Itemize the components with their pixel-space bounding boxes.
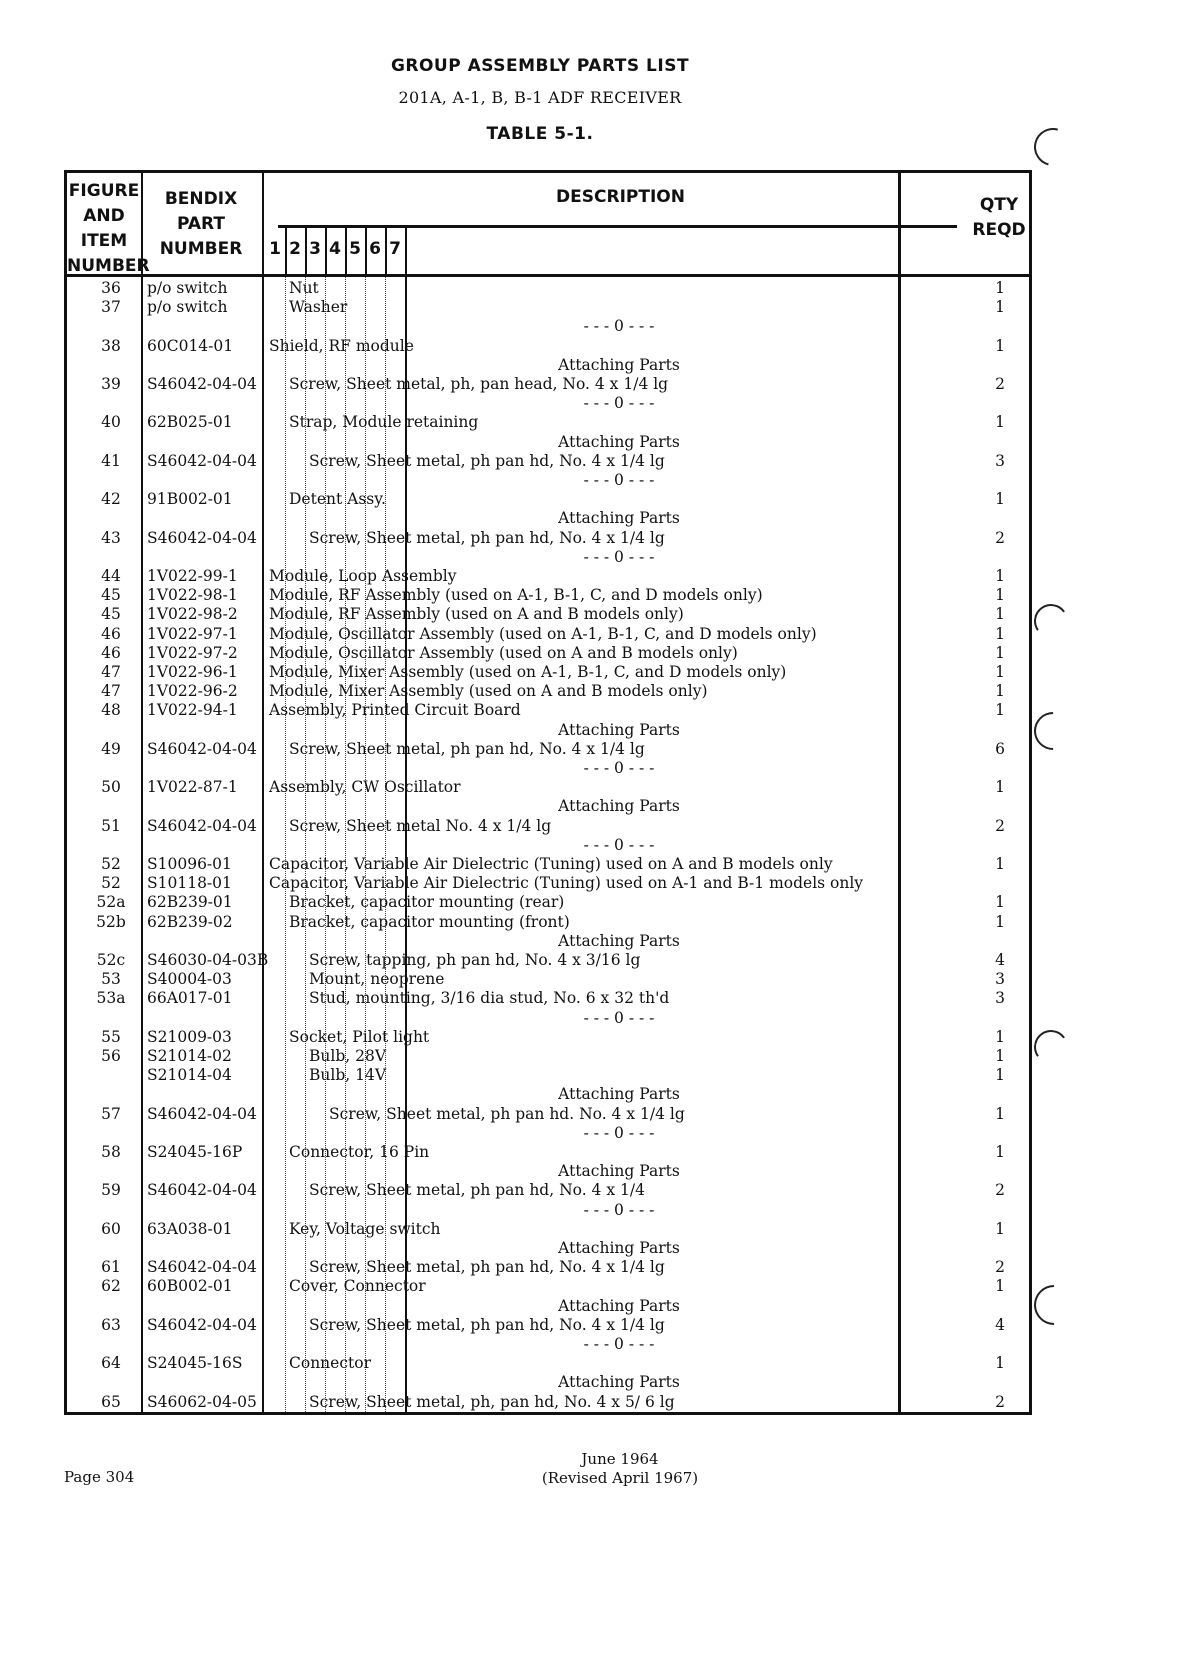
description: Socket, Pilot light [289, 1027, 430, 1046]
part-number: 60C014-01 [147, 336, 234, 355]
part-number: p/o switch [147, 279, 228, 297]
description: Screw, Sheet metal, ph pan hd, No. 4 x 1/4 [309, 1181, 645, 1200]
quantity: 6 [995, 739, 1005, 758]
description: Screw, Sheet metal, ph pan hd, No. 4 x 1/4 lg [309, 1258, 665, 1277]
part-number: p/o switch [147, 298, 228, 317]
quantity: 1 [995, 413, 1005, 432]
table-row [67, 1354, 1029, 1373]
table-row [67, 644, 1029, 663]
attaching-parts-label: Attaching Parts [558, 931, 680, 950]
attaching-parts-row [67, 356, 1029, 375]
separator-text: - - - 0 - - - [583, 1335, 655, 1353]
quantity: 1 [995, 1277, 1005, 1296]
part-number: S10118-01 [147, 874, 232, 893]
item-number: 47 [101, 682, 121, 701]
attaching-parts-row [67, 1239, 1029, 1258]
indent-level-separator [405, 228, 407, 274]
indent-level-4: 4 [329, 239, 341, 259]
table-row [67, 1316, 1029, 1335]
part-number: S46030-04-03B [147, 951, 269, 969]
item-number: 46 [101, 624, 121, 643]
item-number: 40 [101, 413, 121, 432]
quantity: 2 [995, 1181, 1005, 1200]
item-number: 39 [101, 375, 121, 393]
separator-text: - - - 0 - - - [583, 1200, 655, 1219]
part-number: S46062-04-05 [147, 1392, 257, 1411]
attaching-parts-label: Attaching Parts [558, 355, 680, 374]
description: Nut [289, 279, 319, 297]
separator-text: - - - 0 - - - [583, 394, 655, 413]
description: Module, Loop Assembly [269, 567, 457, 585]
part-number: 1V022-96-1 [147, 663, 238, 681]
item-number: 36 [101, 279, 121, 297]
header-qty-reqd: QTY REQD [972, 195, 1026, 240]
part-number: S46042-04-04 [147, 375, 257, 393]
attaching-parts-row [67, 509, 1029, 528]
item-number: 46 [101, 643, 121, 662]
indent-level-2: 2 [289, 239, 301, 259]
description: Module, Oscillator Assembly (used on A and B models only) [269, 643, 738, 662]
item-number: 52 [101, 874, 121, 893]
quantity: 2 [995, 816, 1005, 835]
quantity: 4 [995, 1315, 1005, 1334]
part-number: S21014-04 [147, 1066, 232, 1085]
attaching-parts-row [67, 1085, 1029, 1104]
quantity: 1 [995, 279, 1005, 297]
item-number: 52c [96, 951, 126, 969]
table-row [67, 740, 1029, 759]
revision-date [440, 1450, 800, 1488]
description: Screw, Sheet metal, ph pan hd. No. 4 x 1/4 lg [329, 1104, 685, 1123]
table-row [67, 1393, 1029, 1412]
part-number: S46042-04-04 [147, 451, 257, 470]
quantity: 1 [995, 701, 1005, 720]
table-label: TABLE 5-1. [486, 124, 594, 144]
table-row [67, 817, 1029, 836]
description: Module, Mixer Assembly (used on A-1, B-1, C, and D models only) [269, 663, 787, 681]
description: Shield, RF module [269, 336, 414, 355]
quantity: 2 [995, 1258, 1005, 1277]
issue-date: June 1964 [581, 1450, 659, 1468]
binder-hole-mark [1031, 1027, 1070, 1066]
separator-row [67, 394, 1029, 413]
part-number: 1V022-98-2 [147, 605, 238, 624]
description: Washer [289, 298, 348, 317]
quantity: 1 [995, 605, 1005, 624]
table-row [67, 1143, 1029, 1162]
document-subtitle: 201A, A-1, B, B-1 ADF RECEIVER [398, 88, 682, 107]
description: Capacitor, Variable Air Dielectric (Tuning) used on A and B models only [269, 855, 833, 873]
quantity: 1 [995, 663, 1005, 681]
description: Bulb, 28V [309, 1047, 387, 1065]
quantity: 1 [995, 1104, 1005, 1123]
description: Capacitor, Variable Air Dielectric (Tuning) used on A-1 and B-1 models only [269, 874, 864, 893]
quantity: 1 [995, 336, 1005, 355]
description: Connector [289, 1354, 371, 1373]
attaching-parts-label: Attaching Parts [558, 509, 680, 528]
part-number: S24045-16P [147, 1143, 243, 1161]
item-number: 53 [101, 970, 121, 989]
part-number: S46042-04-04 [147, 1104, 257, 1123]
part-number: 62B025-01 [147, 413, 233, 432]
part-number: 60B002-01 [147, 1277, 233, 1296]
separator-text: - - - 0 - - - [583, 547, 655, 566]
description: Bracket, capacitor mounting (rear) [289, 893, 565, 912]
separator-row [67, 317, 1029, 336]
table-row [67, 413, 1029, 432]
attaching-parts-row [67, 1373, 1029, 1392]
separator-text: - - - 0 - - - [583, 471, 655, 489]
separator-text: - - - 0 - - - [583, 1123, 655, 1142]
table-row [67, 682, 1029, 701]
item-number: 60 [101, 1219, 121, 1238]
table-row [67, 913, 1029, 932]
part-number: 1V022-96-2 [147, 682, 238, 701]
table-row [67, 490, 1029, 509]
indent-level-5: 5 [349, 239, 361, 259]
item-number: 62 [101, 1277, 121, 1296]
description: Mount, neoprene [309, 970, 445, 989]
item-number: 45 [101, 586, 121, 605]
quantity: 1 [995, 298, 1005, 317]
description: Screw, Sheet metal, ph pan hd, No. 4 x 1/4 lg [309, 451, 665, 470]
description: Screw, Sheet metal, ph pan hd, No. 4 x 1/4 lg [309, 1315, 665, 1334]
item-number: 59 [101, 1181, 121, 1200]
quantity: 2 [995, 375, 1005, 393]
table-row [67, 778, 1029, 797]
separator-row [67, 1124, 1029, 1143]
item-number: 57 [101, 1104, 121, 1123]
attaching-parts-label: Attaching Parts [558, 1239, 680, 1257]
description: Module, RF Assembly (used on A and B models only) [269, 605, 684, 624]
table-row [67, 1105, 1029, 1124]
item-number: 65 [101, 1392, 121, 1411]
quantity: 1 [995, 567, 1005, 585]
quantity: 1 [995, 912, 1005, 931]
quantity: 1 [995, 1066, 1005, 1085]
quantity: 1 [995, 893, 1005, 912]
part-number: S46042-04-04 [147, 1315, 257, 1334]
indent-level-3: 3 [309, 239, 321, 259]
table-row [67, 605, 1029, 624]
description-divider [278, 225, 957, 228]
part-number: 62B239-02 [147, 912, 233, 931]
part-number: S24045-16S [147, 1354, 243, 1373]
description: Stud, mounting, 3/16 dia stud, No. 6 x 32 th'd [309, 989, 670, 1008]
quantity: 1 [995, 1143, 1005, 1161]
item-number: 43 [101, 528, 121, 547]
binder-hole-mark [1031, 601, 1070, 640]
page-number: Page 304 [64, 1468, 135, 1486]
header-figure-item-number: FIGURE AND ITEM NUMBER [67, 181, 150, 276]
binder-hole-mark [1026, 1277, 1083, 1334]
separator-text: - - - 0 - - - [583, 835, 655, 854]
table-row [67, 625, 1029, 644]
table-row [67, 1277, 1029, 1296]
part-number: S40004-03 [147, 970, 232, 989]
item-number: 41 [101, 451, 121, 470]
item-number: 44 [101, 567, 121, 585]
document-title: GROUP ASSEMBLY PARTS LIST [390, 56, 690, 76]
table-row [67, 586, 1029, 605]
part-number: 66A017-01 [147, 989, 233, 1008]
part-number: 1V022-94-1 [147, 701, 238, 720]
item-number: 38 [101, 336, 121, 355]
separator-row [67, 548, 1029, 567]
description: Screw, tapping, ph pan hd, No. 4 x 3/16 lg [309, 951, 641, 969]
item-number: 50 [101, 778, 121, 797]
table-row [67, 663, 1029, 682]
separator-row [67, 471, 1029, 490]
part-number: 1V022-99-1 [147, 567, 238, 585]
item-number: 63 [101, 1315, 121, 1334]
item-number: 47 [101, 663, 121, 681]
quantity: 3 [995, 970, 1005, 989]
description: Assembly, Printed Circuit Board [269, 701, 521, 720]
table-row [67, 855, 1029, 874]
item-number: 55 [101, 1027, 121, 1046]
part-number: S46042-04-04 [147, 739, 257, 758]
parts-table [64, 170, 1032, 1415]
item-number: 56 [101, 1047, 121, 1065]
quantity: 3 [995, 451, 1005, 470]
description: Key, Voltage switch [289, 1219, 441, 1238]
part-number: S21014-02 [147, 1047, 232, 1065]
table-row [67, 893, 1029, 912]
separator-text: - - - 0 - - - [583, 1008, 655, 1027]
part-number: 1V022-87-1 [147, 778, 238, 797]
description: Detent Assy. [289, 490, 386, 509]
quantity: 1 [995, 1027, 1005, 1046]
quantity: 1 [995, 643, 1005, 662]
quantity: 1 [995, 1219, 1005, 1238]
attaching-parts-row [67, 932, 1029, 951]
item-number: 53a [96, 989, 126, 1008]
description: Connector, 16 Pin [289, 1143, 430, 1161]
part-number: S21009-03 [147, 1027, 232, 1046]
separator-row [67, 836, 1029, 855]
table-row [67, 701, 1029, 720]
attaching-parts-label: Attaching Parts [558, 1162, 680, 1181]
description: Screw, Sheet metal, ph, pan head, No. 4 x 1/4 lg [289, 375, 669, 393]
quantity: 1 [995, 682, 1005, 701]
table-row [67, 298, 1029, 317]
description: Module, Mixer Assembly (used on A and B models only) [269, 682, 708, 701]
table-row [67, 951, 1029, 970]
table-row [67, 1181, 1029, 1200]
part-number: 1V022-97-2 [147, 643, 238, 662]
indent-level-1: 1 [269, 239, 281, 259]
table-row [67, 970, 1029, 989]
part-number: 1V022-97-1 [147, 624, 238, 643]
item-number: 52 [101, 855, 121, 873]
item-number: 64 [101, 1354, 121, 1373]
part-number: 62B239-01 [147, 893, 233, 912]
item-number: 42 [101, 490, 121, 509]
quantity: 1 [995, 855, 1005, 873]
item-number: 49 [101, 739, 121, 758]
description: Screw, Sheet metal, ph pan hd, No. 4 x 1/4 lg [309, 528, 665, 547]
indent-level-7: 7 [389, 239, 401, 259]
description: Strap, Module retaining [289, 413, 479, 432]
attaching-parts-row [67, 721, 1029, 740]
quantity: 1 [995, 1354, 1005, 1373]
item-number: 58 [101, 1143, 121, 1161]
attaching-parts-label: Attaching Parts [558, 797, 680, 816]
quantity: 1 [995, 778, 1005, 797]
item-number: 45 [101, 605, 121, 624]
attaching-parts-label: Attaching Parts [558, 1296, 680, 1315]
part-number: S46042-04-04 [147, 1181, 257, 1200]
separator-row [67, 1009, 1029, 1028]
description: Module, RF Assembly (used on A-1, B-1, C, and D models only) [269, 586, 763, 605]
attaching-parts-row [67, 1162, 1029, 1181]
table-row [67, 989, 1029, 1008]
separator-text: - - - 0 - - - [583, 759, 655, 777]
part-number: 63A038-01 [147, 1219, 233, 1238]
table-row [67, 1220, 1029, 1239]
table-row [67, 337, 1029, 356]
binder-hole-mark [1026, 704, 1080, 758]
item-number: 51 [101, 816, 121, 835]
description: Assembly, CW Oscillator [269, 778, 461, 797]
indent-level-6: 6 [369, 239, 381, 259]
table-row [67, 452, 1029, 471]
description: Module, Oscillator Assembly (used on A-1, B-1, C, and D models only) [269, 624, 817, 643]
description: Screw, Sheet metal No. 4 x 1/4 lg [289, 816, 552, 835]
table-row [67, 1258, 1029, 1277]
quantity: 1 [995, 586, 1005, 605]
attaching-parts-row [67, 797, 1029, 816]
quantity: 3 [995, 989, 1005, 1008]
part-number: S10096-01 [147, 855, 232, 873]
description: Bulb, 14V [309, 1066, 387, 1085]
part-number: 91B002-01 [147, 490, 233, 509]
separator-text: - - - 0 - - - [583, 317, 655, 336]
description: Cover, Connector [289, 1277, 426, 1296]
description: Screw, Sheet metal, ph, pan hd, No. 4 x 5/ 6 lg [309, 1392, 675, 1411]
quantity: 4 [995, 951, 1005, 969]
header-bendix-part-number: BENDIX PART NUMBER [159, 189, 243, 259]
attaching-parts-label: Attaching Parts [558, 720, 680, 739]
quantity: 2 [995, 528, 1005, 547]
part-number: S46042-04-04 [147, 528, 257, 547]
separator-row [67, 1201, 1029, 1220]
table-row [67, 529, 1029, 548]
table-row [67, 1028, 1029, 1047]
table-row [67, 1066, 1029, 1085]
table-header [67, 173, 1029, 277]
part-number: 1V022-98-1 [147, 586, 238, 605]
part-number: S46042-04-04 [147, 1258, 257, 1277]
table-row [67, 375, 1029, 394]
part-number: S46042-04-04 [147, 816, 257, 835]
item-number: 52b [96, 912, 126, 931]
quantity: 1 [995, 624, 1005, 643]
description: Bracket, capacitor mounting (front) [289, 912, 570, 931]
header-description: DESCRIPTION [556, 187, 685, 207]
separator-row [67, 1335, 1029, 1354]
table-row [67, 279, 1029, 298]
item-number: 61 [101, 1258, 121, 1277]
separator-row [67, 759, 1029, 778]
item-number: 37 [101, 298, 121, 317]
attaching-parts-label: Attaching Parts [558, 432, 680, 451]
item-number: 52a [96, 893, 126, 912]
item-number: 48 [101, 701, 121, 720]
attaching-parts-row [67, 433, 1029, 452]
quantity: 1 [995, 490, 1005, 509]
quantity: 1 [995, 1047, 1005, 1065]
attaching-parts-label: Attaching Parts [558, 1373, 680, 1392]
attaching-parts-row [67, 1297, 1029, 1316]
description: Screw, Sheet metal, ph pan hd, No. 4 x 1/4 lg [289, 739, 645, 758]
quantity: 2 [995, 1392, 1005, 1411]
attaching-parts-label: Attaching Parts [558, 1085, 680, 1104]
table-row [67, 874, 1029, 893]
revised-date: (Revised April 1967) [541, 1469, 699, 1487]
table-row [67, 567, 1029, 586]
table-row [67, 1047, 1029, 1066]
